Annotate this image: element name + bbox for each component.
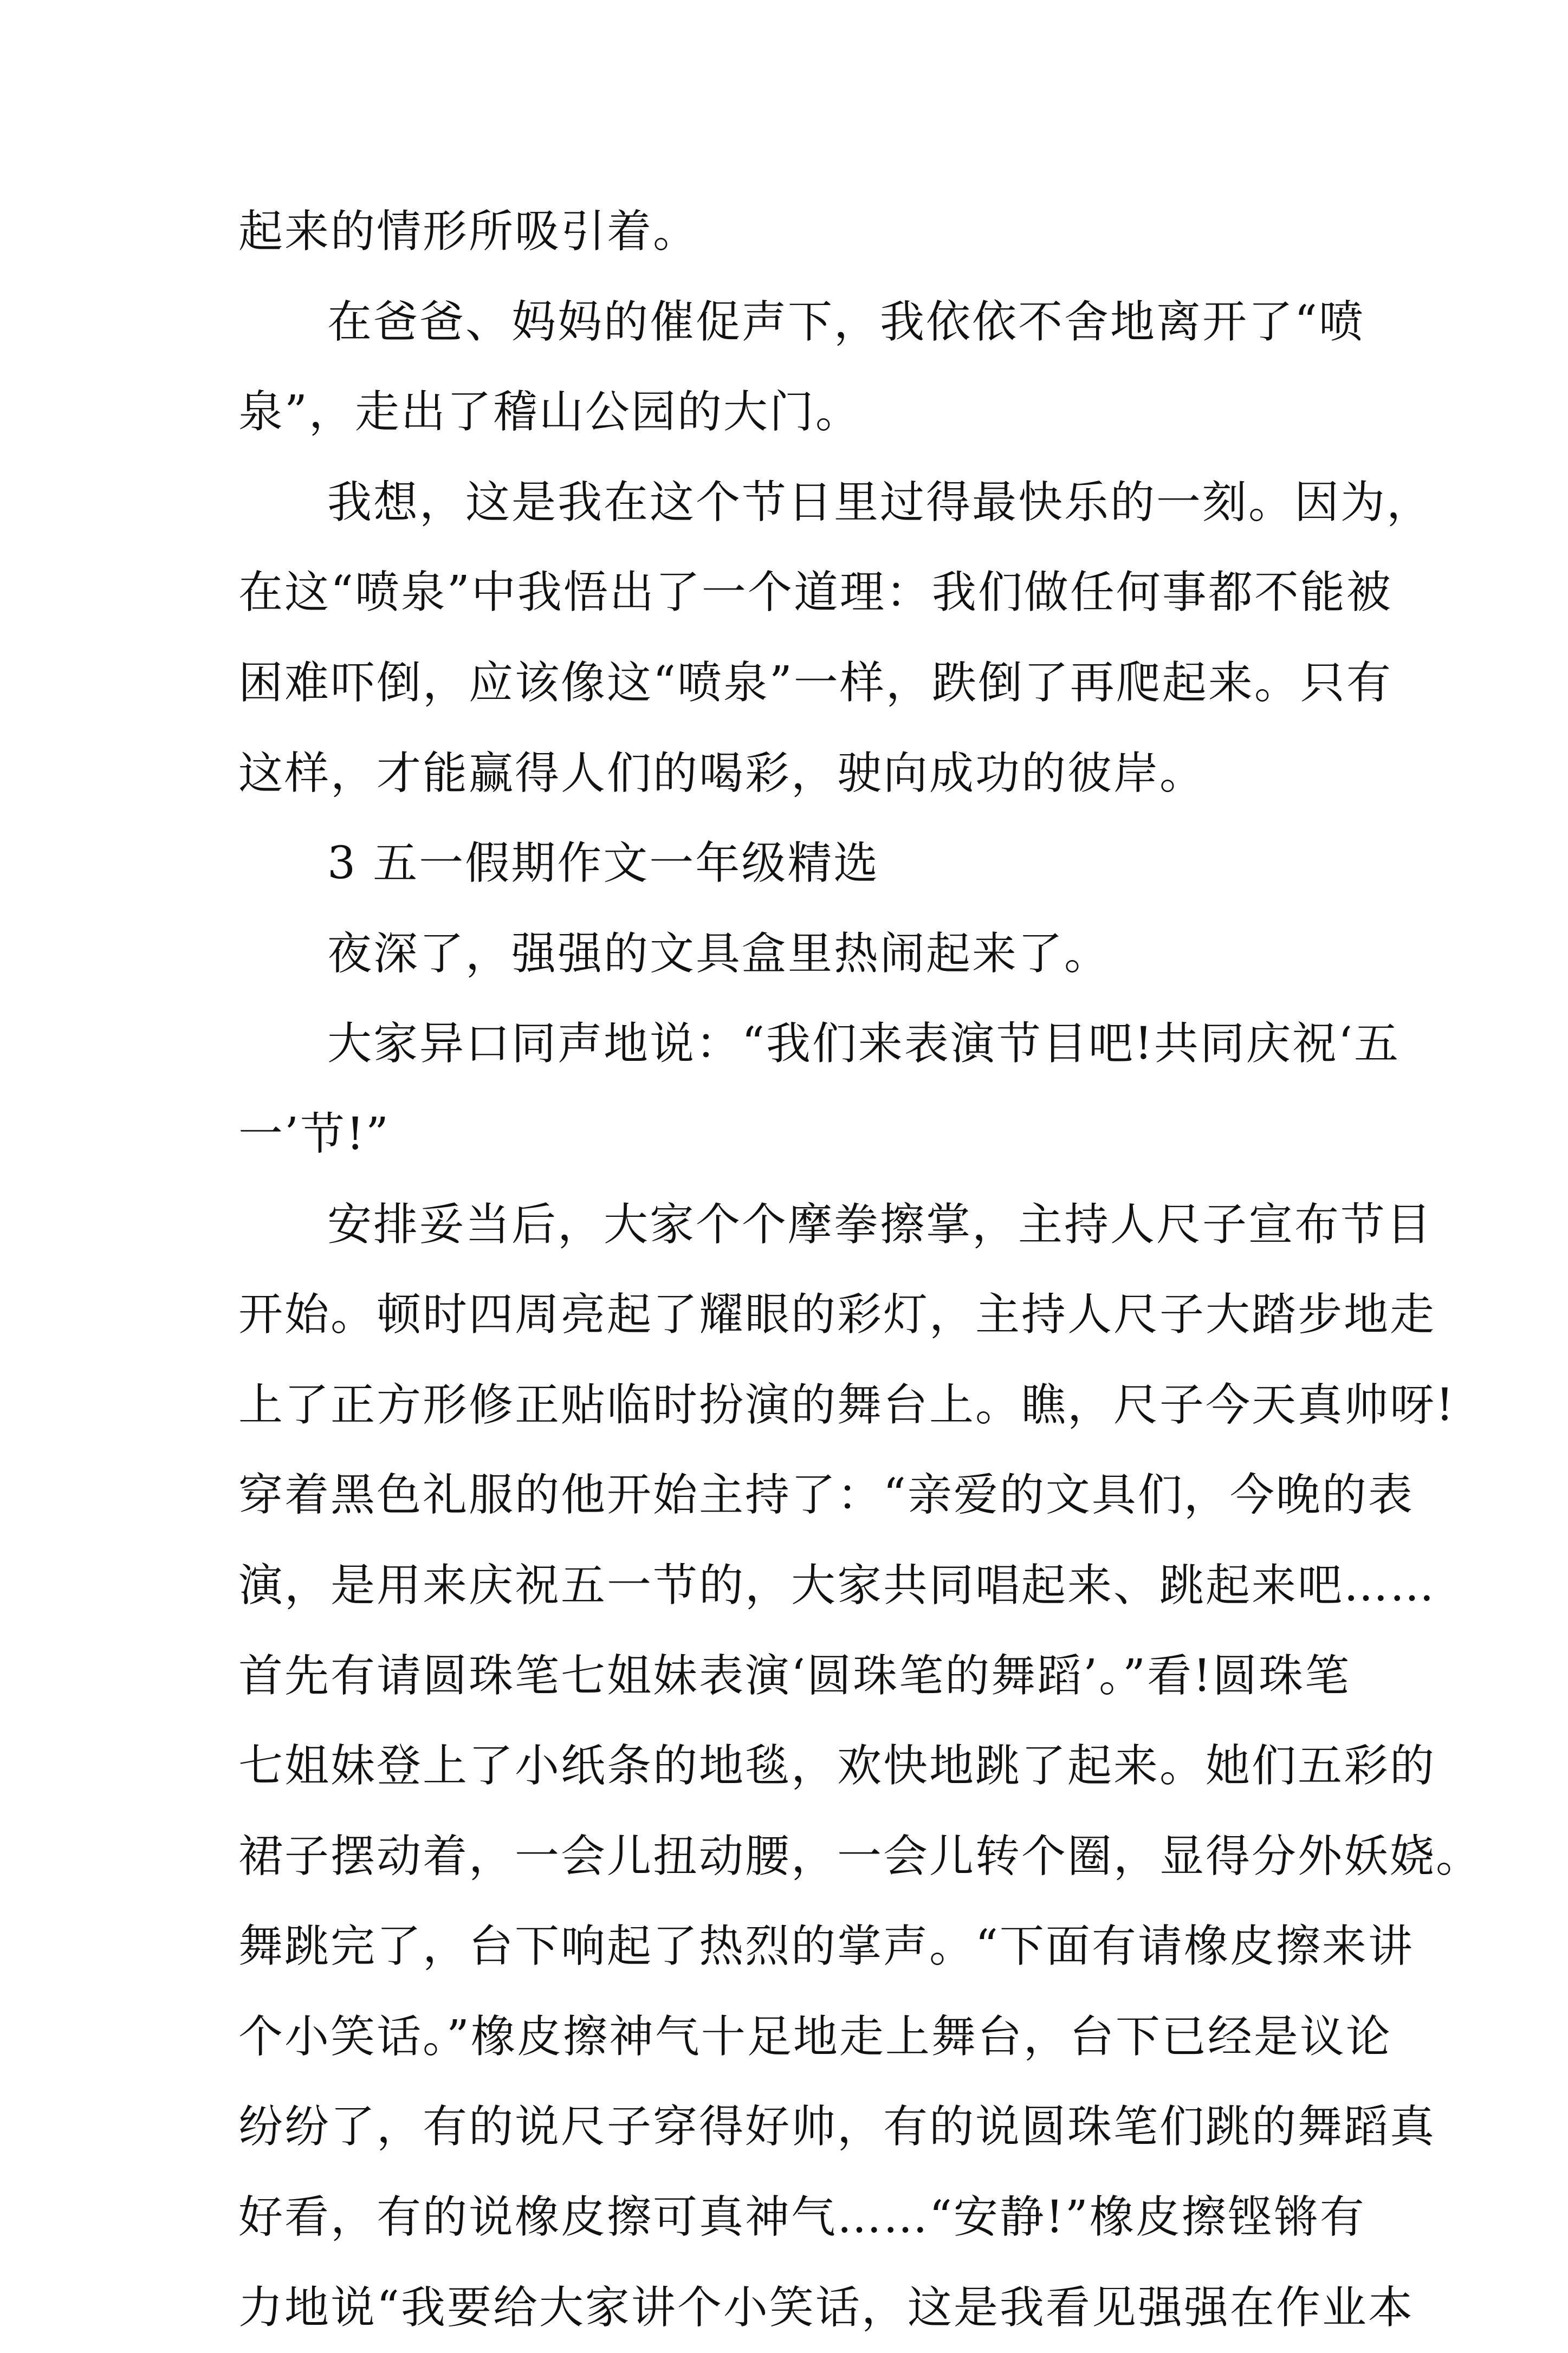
text-line: 力地说“我要给大家讲个小笑话，这是我看见强强在作业本: [238, 2281, 1414, 2333]
section-heading: 3 五一假期作文一年级精选: [327, 838, 880, 890]
text-line: 舞跳完了，台下响起了热烈的掌声。“下面有请橡皮擦来讲: [238, 1921, 1414, 1973]
text-line: 泉”，走出了稽山公园的大门。: [238, 386, 861, 438]
text-line: 一’节!”: [238, 1108, 390, 1160]
text-line: 首先有请圆珠笔七姐妹表演‘圆珠笔的舞蹈’。”看!圆珠笔: [238, 1650, 1351, 1702]
text-line: 夜深了，强强的文具盒里热闹起来了。: [327, 928, 1111, 980]
text-line: 起来的情形所吸引着。: [238, 206, 699, 257]
text-line: 纷纷了，有的说尺子穿得好帅，有的说圆珠笔们跳的舞蹈真: [238, 2101, 1436, 2153]
text-line: 裙子摆动着，一会儿扭动腰，一会儿转个圈，显得分外妖娆。: [238, 1830, 1482, 1882]
text-line: 上了正方形修正贴临时扮演的舞台上。瞧，尺子今天真帅呀!: [238, 1379, 1455, 1431]
text-line: 这样，才能赢得人们的喝彩，驶向成功的彼岸。: [238, 747, 1206, 799]
text-line: 安排妥当后，大家个个摩拳擦掌，主持人尺子宣布节目: [327, 1198, 1433, 1250]
text-line: 穿着黑色礼服的他开始主持了：“亲爱的文具们，今晚的表: [238, 1469, 1414, 1521]
text-line: 好看，有的说橡皮擦可真神气……“安静!”橡皮擦铿锵有: [238, 2192, 1366, 2244]
text-line: 大家异口同声地说：“我们来表演节目吧!共同庆祝‘五: [327, 1018, 1400, 1070]
body-text: [238, 187, 1482, 2353]
text-line: 困难吓倒，应该像这“喷泉”一样，跌倒了再爬起来。只有: [238, 657, 1392, 709]
text-line: 我想，这是我在这个节日里过得最快乐的一刻。因为，: [327, 476, 1433, 528]
text-line: 在爸爸、妈妈的催促声下，我依依不舍地离开了“喷: [327, 296, 1365, 348]
text-line: 演，是用来庆祝五一节的，大家共同唱起来、跳起来吧……: [238, 1559, 1436, 1611]
text-line: 在这“喷泉”中我悟出了一个道理：我们做任何事都不能被: [238, 567, 1392, 619]
text-line: 开始。顿时四周亮起了耀眼的彩灯，主持人尺子大踏步地走: [238, 1289, 1436, 1341]
text-line: 个小笑话。”橡皮擦神气十足地走上舞台，台下已经是议论: [238, 2011, 1392, 2063]
text-line: 七姐妹登上了小纸条的地毯，欢快地跳了起来。她们五彩的: [238, 1740, 1436, 1792]
